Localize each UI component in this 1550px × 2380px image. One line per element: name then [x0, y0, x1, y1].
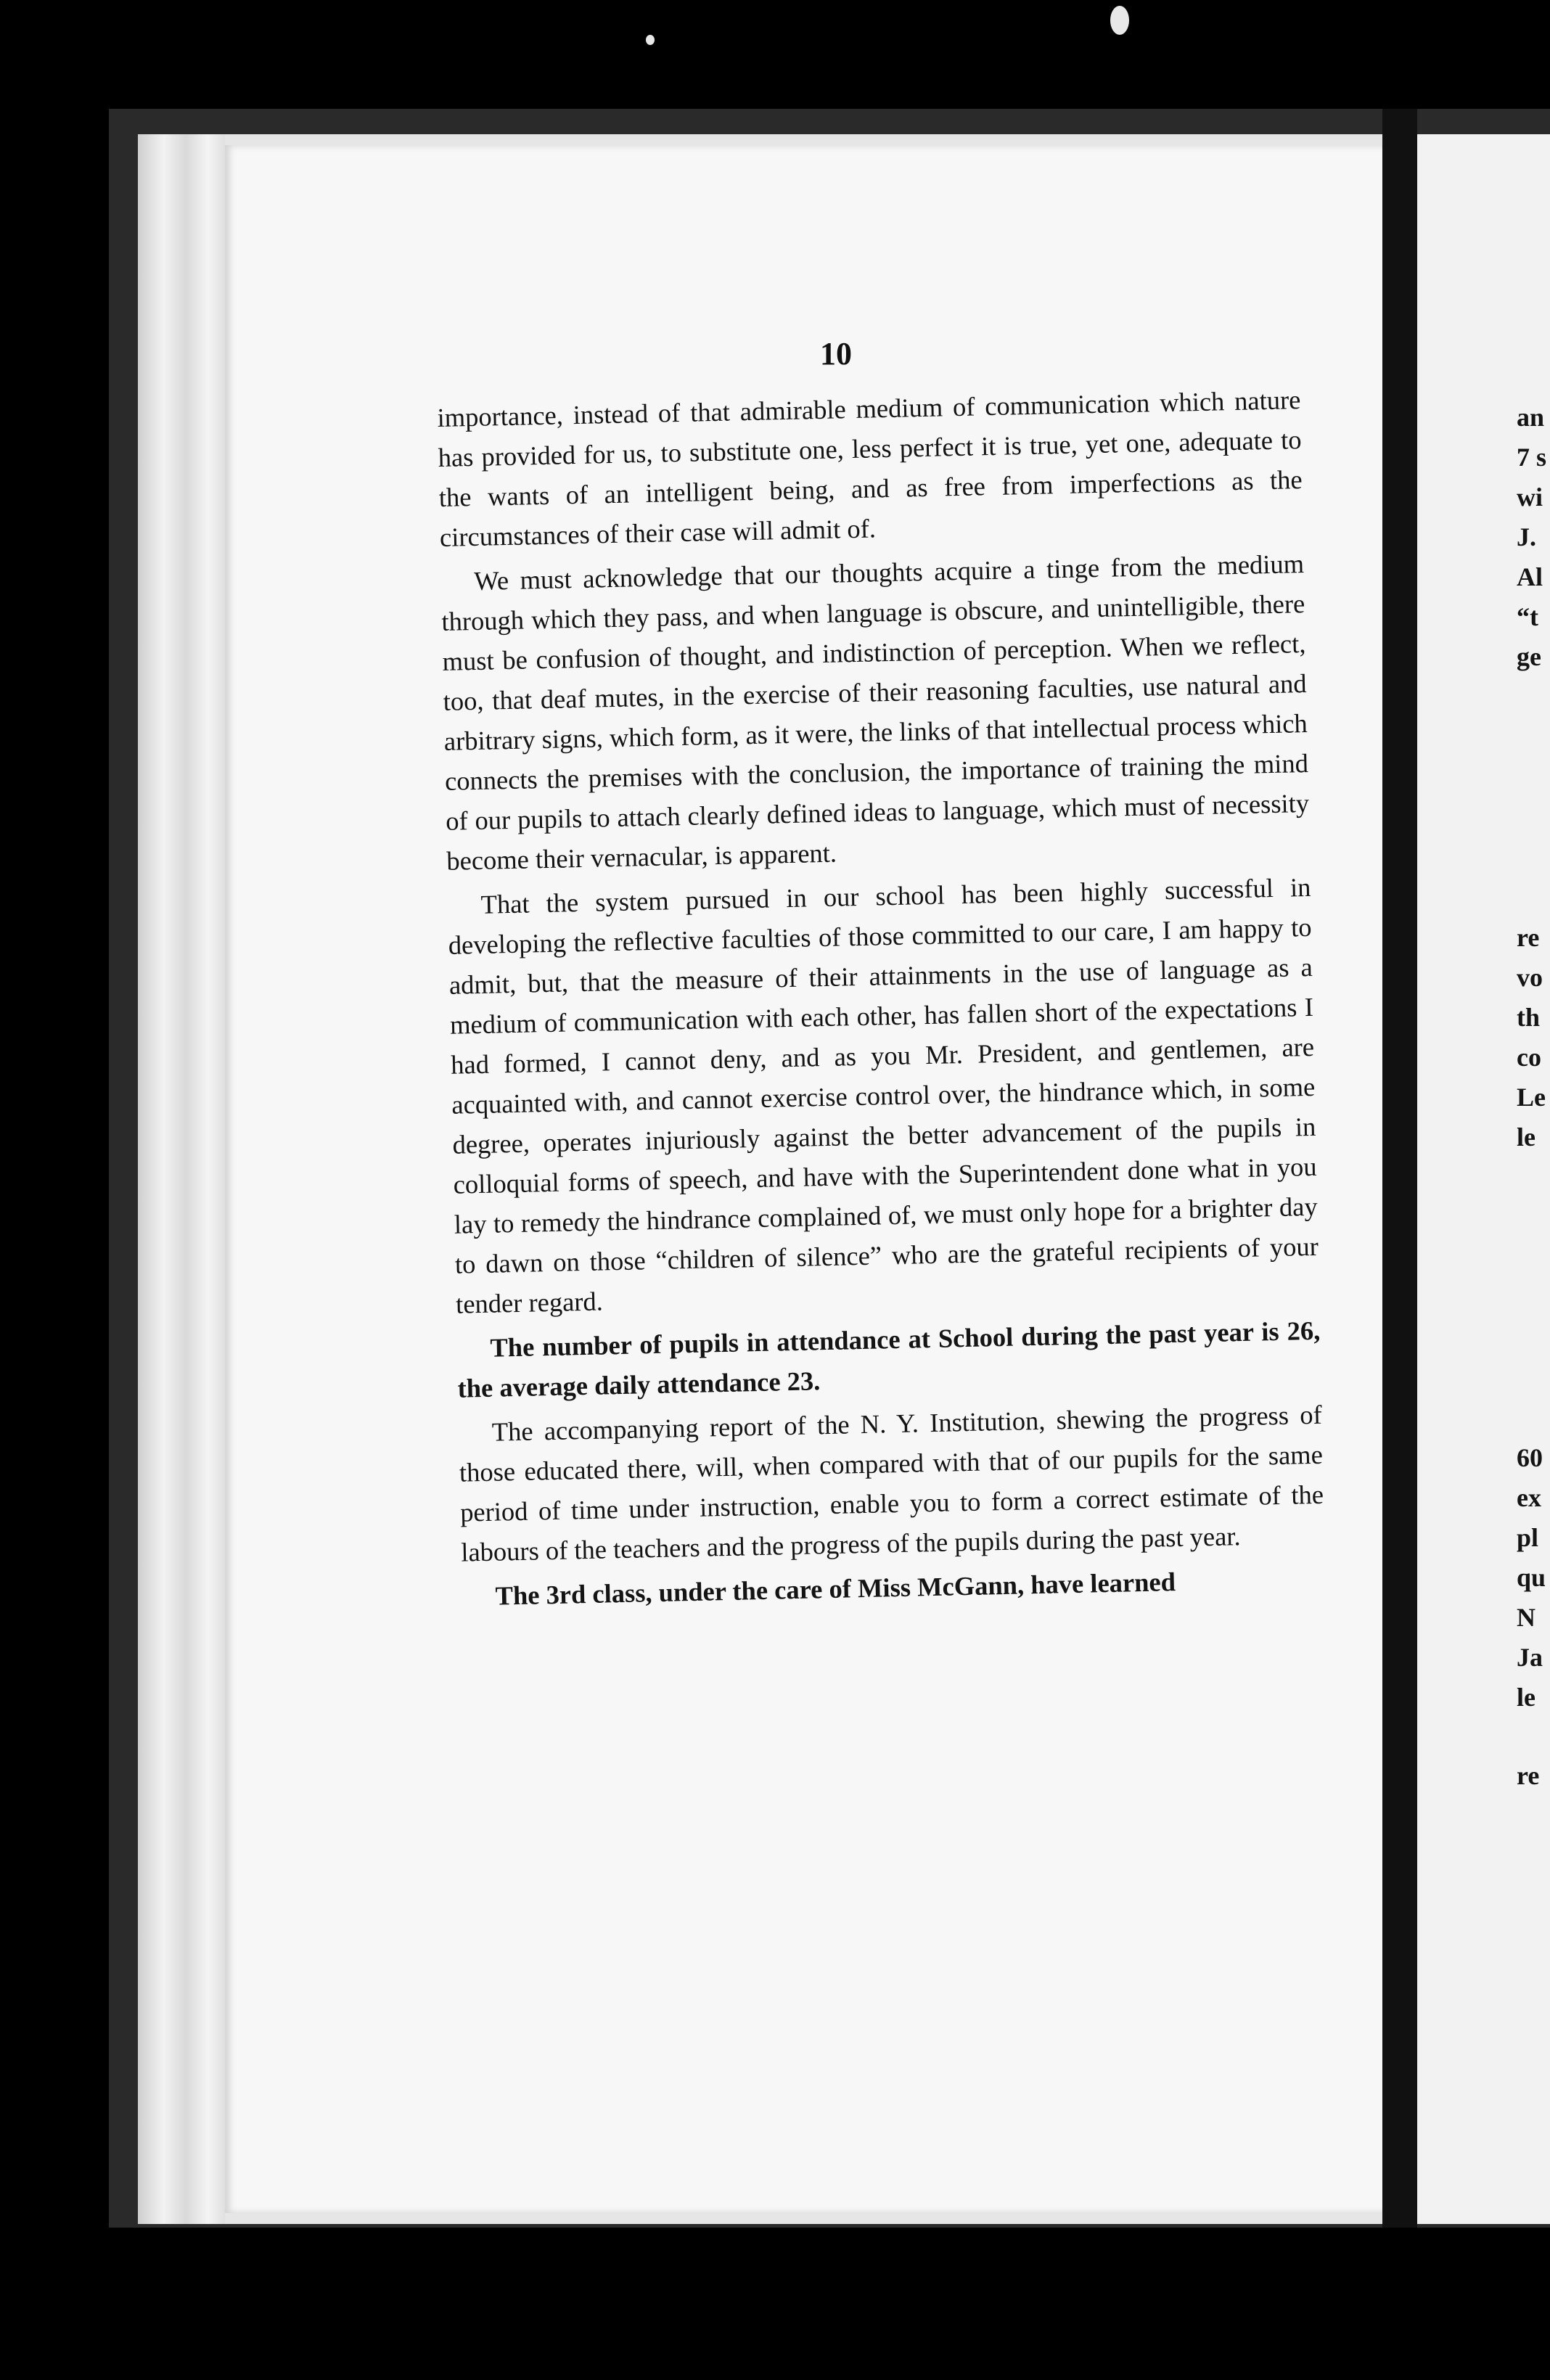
fragment: an — [1517, 403, 1545, 432]
fragment: re — [1517, 923, 1540, 952]
dust-speck — [646, 35, 655, 45]
page-body — [437, 379, 1326, 1621]
paper-tear — [1110, 6, 1129, 35]
fragment: “t — [1517, 602, 1538, 631]
book-gutter — [1382, 109, 1417, 2228]
right-page-fragments-top — [1517, 398, 1550, 677]
right-page-fragments-mid — [1517, 918, 1550, 1157]
fragment: vo — [1517, 963, 1543, 992]
fragment: 60 — [1517, 1443, 1543, 1472]
fragment: th — [1517, 1003, 1541, 1032]
fragment: ge — [1517, 642, 1541, 671]
right-page-fragments-low — [1517, 1438, 1550, 1718]
fragment: J. — [1517, 522, 1536, 551]
paragraph: The number of pupils in attendance at School during the past year is 26, the average daily attendance 23. — [457, 1315, 1321, 1403]
page-edges — [138, 134, 225, 2224]
page-number: 10 — [820, 336, 852, 372]
fragment: wi — [1517, 483, 1543, 512]
right-page-fragments-bottom — [1517, 1756, 1550, 1796]
paragraph: We must acknowledge that our thoughts acquire a tinge from the medium through which they pass, and when language is obscure, and unintelligible, there must be confusion of thought, and indistinction of perception. When we reflect, too, that deaf mutes, in the exercise of their reasoning faculties, use natural and arbitrary signs, which form, as it were, the links of that intellectual process which connects the premises with the conclusion, the importance of training the mind of our pupils to attach clearly defined ideas to language, which must of necessity become their vernacular, is apparent. — [441, 549, 1310, 876]
fragment: pl — [1517, 1523, 1539, 1552]
fragment: le — [1517, 1683, 1535, 1712]
fragment: ex — [1517, 1483, 1541, 1512]
fragment: qu — [1517, 1563, 1546, 1592]
paragraph: The 3rd class, under the care of Miss McGann, have learned — [495, 1567, 1176, 1611]
fragment: N — [1517, 1603, 1535, 1632]
fragment: Ja — [1517, 1643, 1543, 1672]
fragment: co — [1517, 1043, 1541, 1072]
paragraph: That the system pursued in our school has been highly successful in developing the reflective faculties of those committed to our care, I am happy to admit, but, that the measure of their attainments in the use of language as a medium of communication with each other, has fallen short of the expectations I had formed, I cannot deny, and as you Mr. President, and gentlemen, are acquainted with, and cannot exercise control over, the hindrance which, in some degree, operates injuriously against the better advancement of the pupils in colloquial forms of speech, and have with the Superintendent done what in you lay to remedy the hindrance complained of, we must only hope for a brighter day to dawn on those “children of silence” who are the grateful recipients of your tender regard. — [448, 871, 1319, 1319]
paragraph: importance, instead of that admirable medium of communication which nature has provided for us, to substitute one, less perfect it is true, yet one, adequate to the wants of an intelligent being, and as free from imperfections as the circumstances of their case will admit of. — [437, 385, 1303, 552]
fragment: Al — [1517, 562, 1543, 591]
fragment: 7 s — [1517, 443, 1547, 472]
fragment: le — [1517, 1123, 1535, 1152]
fragment: Le — [1517, 1083, 1546, 1112]
paragraph: The accompanying report of the N. Y. Institution, shewing the progress of those educated there, will, when compared with that of our pupils for the same period of time under instruction, enable you to form a correct estimate of the labours of the teachers and the progress of the pupils during the past year. — [459, 1399, 1324, 1567]
fragment: re — [1517, 1761, 1540, 1790]
